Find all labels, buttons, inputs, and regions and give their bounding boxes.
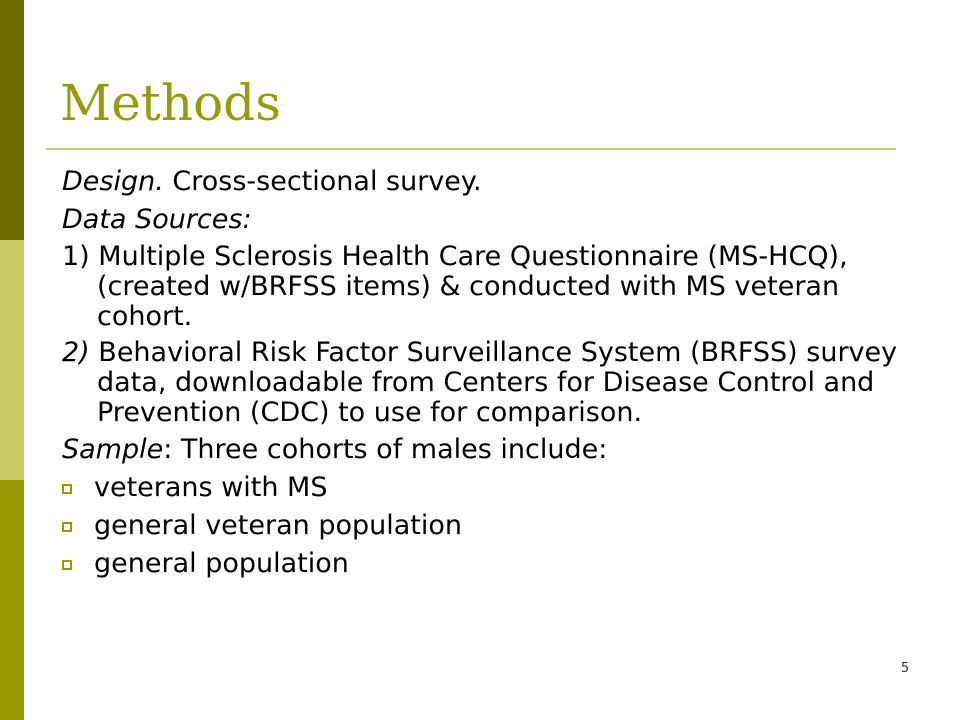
data-sources-line bbox=[62, 204, 912, 236]
list-item bbox=[62, 510, 912, 542]
item2-prefix: 2) bbox=[62, 337, 90, 368]
item1-prefix: 1) bbox=[62, 241, 90, 272]
item1-text: Multiple Sclerosis Health Care Questionnaire (MS-HCQ), (created w/BRFSS items) & conducted with MS veteran cohort. bbox=[89, 241, 848, 332]
data-source-item-2 bbox=[62, 338, 912, 428]
list-item bbox=[62, 548, 912, 580]
bullet-text: general population bbox=[94, 548, 349, 579]
slide-title: Methods bbox=[60, 74, 281, 132]
slide-body bbox=[62, 166, 912, 586]
design-label: Design. bbox=[62, 166, 164, 197]
hollow-square-bullet-icon bbox=[62, 484, 72, 494]
sample-text: : Three cohorts of males include: bbox=[163, 434, 608, 465]
accent-bar-top bbox=[0, 0, 24, 240]
list-item bbox=[62, 472, 912, 504]
hollow-square-bullet-icon bbox=[62, 522, 72, 532]
sample-line bbox=[62, 434, 912, 466]
accent-bar-middle bbox=[0, 240, 24, 480]
data-sources-label: Data Sources: bbox=[62, 204, 252, 235]
left-accent-bar bbox=[0, 0, 24, 720]
slide-number: 5 bbox=[900, 661, 910, 676]
sample-label: Sample bbox=[62, 434, 164, 465]
item2-text: Behavioral Risk Factor Surveillance System (BRFSS) survey data, downloadable from Centers for Disease Control and Prevention (CDC) to use for comparison. bbox=[89, 337, 898, 428]
data-source-item-1 bbox=[62, 242, 912, 332]
design-line bbox=[62, 166, 912, 198]
accent-bar-bottom bbox=[0, 480, 24, 720]
hollow-square-bullet-icon bbox=[62, 560, 72, 570]
bullet-text: veterans with MS bbox=[94, 472, 328, 503]
design-text: Cross-sectional survey. bbox=[163, 166, 482, 197]
bullet-text: general veteran population bbox=[94, 510, 463, 541]
title-underline bbox=[46, 148, 896, 150]
